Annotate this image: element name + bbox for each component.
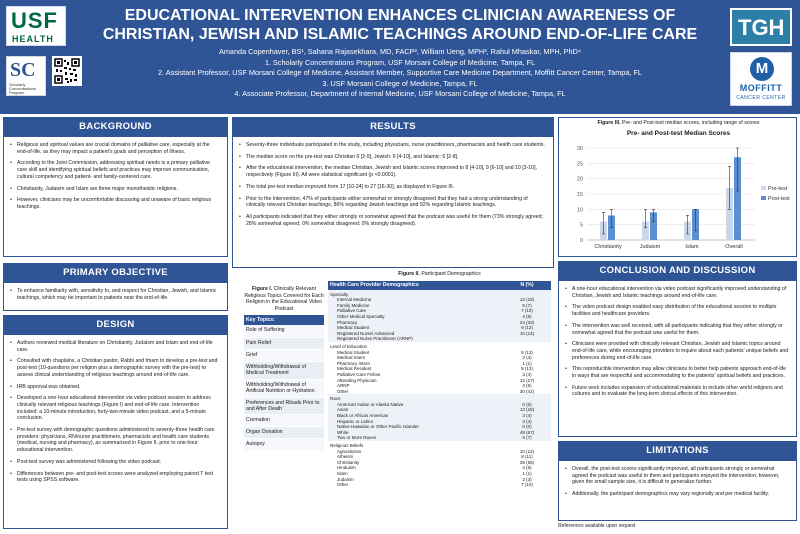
demographic-count: 5 (7) [522, 302, 532, 308]
moffitt-logo-mark: M [750, 57, 774, 81]
right-column [558, 117, 797, 529]
x-tick-label: Christianity [594, 244, 622, 250]
figure-3-chart [558, 117, 797, 257]
y-tick-label: 10 [576, 207, 583, 214]
demographic-count: 39 (55) [519, 459, 535, 465]
demographic-label: Medical Student [337, 325, 370, 331]
background-bullet: • Christianity, Judaism and Islam are three major monotheistic religions. [10, 186, 221, 193]
figure-1-caption [244, 286, 324, 312]
key-topic-row [244, 397, 324, 415]
demographic-label: Christianity [337, 459, 360, 465]
demographic-count: 3 (4) [522, 355, 532, 361]
legend-swatch [761, 186, 766, 190]
author-block [100, 47, 700, 100]
figure-2-caption [328, 271, 551, 278]
design-bullet: • Post-test survey was administered following the video podcast. [10, 459, 221, 466]
demographic-label: Pharmacy Intern [337, 360, 371, 366]
key-topic: Withholding/Withdrawal of Artificial Nutrition or Hydration [244, 379, 324, 397]
title-line-2: CHRISTIAN, JEWISH AND ISLAMIC TEACHINGS AROUND END-OF-LIFE CARE [102, 26, 698, 43]
demographic-label: Medical Student [337, 349, 370, 355]
figure-2-caption-text: Participant Demographics [421, 271, 481, 277]
demographic-count: 4 (6) [522, 465, 532, 471]
key-topic: Pain Relief [244, 337, 324, 349]
background-bullet: • Religious and spiritual values are crucial domains of palliative care, especially at the end-of-life, as they may impact a patient's goals and perception of illness. [10, 142, 221, 155]
limitations-bullet: • Overall, the post-test scores significantly improved, all participants strongly or somewhat agreed the podcast was useful to them and participants enjoyed the intervention; however, given the small sample size, it is difficult to generalize further. [565, 466, 790, 486]
key-topic-row [244, 337, 324, 349]
results-bullet: • All participants indicated that they either strongly or somewhat agreed that the podcast was useful for them (73% strongly agreed; 28% somewhat agreed; 0% somewhat disagreed; 0% strongly disagreed). [239, 214, 547, 227]
sc-logo-mark: SC [10, 59, 36, 81]
key-topic: Grief [244, 349, 324, 361]
demographic-count: 3 (4) [522, 371, 532, 377]
y-tick-label: 15 [576, 192, 583, 198]
demographic-count: 4 (6) [522, 383, 532, 389]
demographic-label: Agnosticism [337, 448, 362, 454]
demographic-label: ARNP [337, 383, 350, 389]
affiliation: 4. Associate Professor, Department of Internal Medicine, USF Morsani College of Medicine, Tampa, FL [234, 89, 566, 99]
demographic-count: 3 (4) [522, 413, 532, 419]
middle-column [232, 117, 554, 268]
key-topic-row [244, 349, 324, 361]
y-tick-label: 25 [576, 161, 583, 168]
x-tick-label: Islam [685, 244, 699, 250]
x-tick-label: Overall [725, 244, 743, 250]
y-tick-label: 5 [579, 222, 583, 229]
demographic-count: 10 (14) [519, 330, 535, 336]
qr-code-graphic [54, 58, 80, 84]
demographic-count: 9 (12) [521, 325, 533, 331]
demographic-label: Internal Medicine [337, 297, 372, 303]
demographic-group [328, 394, 551, 441]
design-bullet: • Developed a one-hour educational intervention via video podcast session to address clinically relevant religious teachings (Figure I) and end-of-life care. Intervention included: a 10-minute introduction, forty-two-minute video podcast, and a 5-minute conclusion. [10, 395, 221, 422]
references-note: References available upon request [558, 523, 636, 529]
limitations-section [558, 461, 797, 521]
design-heading: DESIGN [3, 315, 228, 335]
design-bullet: • Pre-test survey with demographic questions administered to seventy-three health care providers: physicians, RN/nurse practitioners, pharmacists and health care students (medical, nursing and pharmacy), as summarized in Figure II, prior to one-hour educational intervention. [10, 427, 221, 454]
design-bullet: • IRB approval was obtained. [10, 384, 221, 391]
author-list: Amanda Copenhaver, BS¹, Sahana Rajasekhara, MD, FACP², William Ueng, MPH², Rahul Mhaskar, MPH, PhD⁴ [218, 47, 582, 56]
conclusion-heading: CONCLUSION AND DISCUSSION [558, 261, 797, 281]
demographic-label: White [337, 429, 349, 435]
chart-title: Pre- and Post-test Median Scores [626, 130, 731, 137]
results-section [232, 137, 554, 268]
background-bullet: • However, clinicians may be uncomfortable discussing and unaware of basic religious teachings. [10, 197, 221, 210]
poster-header [0, 0, 800, 114]
demographic-group-title: Race [330, 396, 341, 402]
demographic-label: Family Medicine [337, 302, 370, 308]
figure-1 [244, 286, 324, 451]
demographic-row [328, 482, 551, 488]
demographic-group [328, 342, 551, 394]
demographic-label: Medical Resident [337, 366, 372, 372]
demographic-count: 4 (6) [522, 313, 532, 319]
demographic-group-title-row [328, 342, 551, 350]
affiliation: 3. USF Morsani College of Medicine, Tampa, FL [322, 78, 478, 88]
tgh-logo-text: TGH [738, 15, 785, 40]
demographic-label: Other [337, 482, 349, 488]
demographic-count: 7 (10) [521, 308, 533, 314]
demographic-count: 3 (4) [522, 418, 532, 424]
key-topics-table [244, 315, 324, 451]
qr-code-icon [52, 56, 82, 86]
results-bullet: • Prior to the intervention, 47% of participants either somewhat or strongly disagreed that they had a strong understanding of clinically relevant Christian teachings, 86% regarding Jewish teachings and 92% regarding Islamic teachings. [239, 196, 547, 209]
demographic-label: Attending Physician [337, 377, 377, 383]
chart-plot [559, 118, 796, 256]
affiliation: 1. Scholarly Concentrations Program, USF Morsani College of Medicine, Tampa, FL [264, 57, 536, 67]
affiliation: 2. Assistant Professor, USF Morsani College of Medicine, Assistant Member, Supportive Care Medicine Department, Moffitt Cancer Center, Tampa, FL [158, 68, 642, 78]
demographic-group-title-row [328, 394, 551, 402]
design-bullet: • Differences between pre- and post-test scores were analyzed employing paired T test tests using SPSS software. [10, 471, 221, 484]
conclusion-bullet: • The intervention was well received, with all participants indicating that they either strongly or somewhat agreed that the podcast was useful for them. [565, 323, 790, 336]
demographic-label: Islam [337, 471, 348, 476]
key-topic-row [244, 427, 324, 439]
moffitt-logo-sub: CANCER CENTER [736, 95, 786, 101]
key-topic: Withholding/Withdrawal of Medical Treatment [244, 361, 324, 379]
background-heading: BACKGROUND [3, 117, 228, 137]
results-bullet: • The total pre-test median improved from 17 [10-24] to 27 [16-30], as displayed in Figure III. [239, 184, 547, 191]
key-topic: Cremation [244, 415, 324, 427]
demographic-label: Other Medical Specialty [337, 313, 385, 319]
figure-2-label: Figure II. [398, 271, 420, 277]
design-bullet: • Consulted with chaplains, a Christian pastor, Rabbi and Imam to develop a pre-test and post-test (10-questions per religion plus a demographic survey with the pre-test) to assess clinical understanding of religious teachings around end-of-life care. [10, 358, 221, 378]
demographic-count: 9 (13) [521, 366, 533, 372]
demographics-col-label: Health Care Provider Demographics [328, 281, 503, 290]
demographic-count: 8 (11) [521, 454, 533, 460]
figure-1-caption-text: Clinically Relevant Religious Topics Covered for Each Religion in the Educational Video Podcast [244, 286, 324, 312]
demographic-count: 10 (14) [519, 448, 535, 454]
demographic-label: Atheism [337, 454, 354, 460]
demographic-count: 2 (3) [522, 476, 532, 482]
key-topic: Role of Suffering [244, 325, 324, 337]
demographic-count: 24 (33) [519, 319, 535, 325]
results-heading: RESULTS [232, 117, 554, 137]
demographic-label: American Indian or Alaska Native [337, 401, 404, 407]
demographic-label: Two or More Races [337, 435, 377, 441]
demographic-group-title: Specialty [330, 291, 349, 297]
usf-logo-subtext: HEALTH [12, 34, 54, 44]
limitations-heading: LIMITATIONS [558, 441, 797, 461]
moffitt-logo-name: MOFFITT [739, 83, 783, 93]
legend-label: Pre-test [768, 186, 788, 192]
y-tick-label: 0 [579, 238, 583, 244]
demographic-label: Medical Intern [337, 355, 366, 361]
figure-2 [328, 271, 551, 488]
conclusion-bullet: • Future work includes expansion of educational materials to include other world religions and cultures and to evaluate the long-term clinical effects of this intervention. [565, 385, 790, 398]
demographic-label: Asian [337, 407, 349, 413]
tgh-logo [730, 8, 792, 46]
demographic-count: 12 (17) [519, 377, 535, 383]
scholarly-concentrations-logo [6, 56, 46, 96]
demographic-label: Hinduism [337, 465, 356, 471]
left-column [3, 117, 228, 529]
demographic-group [328, 441, 551, 488]
conclusion-bullet: • The video podcast design enabled easy distribution of the educational session to multiple facilities and healthcare providers. [565, 304, 790, 317]
objective-section [3, 283, 228, 311]
demographic-count: 0 (0) [522, 424, 532, 430]
demographic-label: Pharmacy [337, 319, 358, 325]
demographic-label: Black or African American [337, 413, 389, 419]
demographic-group-title-row [328, 290, 551, 298]
demographic-count: 13 (18) [519, 297, 535, 303]
key-topic-row [244, 361, 324, 379]
demographic-count: 48 (67) [519, 429, 535, 435]
key-topic-row [244, 379, 324, 397]
key-topic-row [244, 439, 324, 451]
conclusion-bullet: • Clinicians were provided with clinically relevant Christian, Jewish and Islamic topics around end-of-life care, while encouraging providers to inquire about each patients' unique beliefs and preferences during end-of-life care. [565, 341, 790, 361]
moffitt-logo [730, 52, 792, 106]
usf-health-logo [6, 6, 66, 46]
key-topic: Preferences and Rituals Prior to and After Death [244, 397, 324, 415]
demographic-group-title: Level of Education [330, 343, 368, 349]
poster-title [100, 6, 700, 44]
results-bullet: • Seventy-three individuals participated in the study, including physicians, nurse practitioners, pharmacists and health care students. [239, 142, 547, 149]
objective-heading: PRIMARY OBJECTIVE [3, 263, 228, 283]
demographic-label: Native Hawaiian or Other Pacific Islander [337, 424, 420, 430]
demographic-count: 1 (1) [522, 471, 532, 476]
usf-logo-text: USF [11, 8, 58, 33]
conclusion-bullet: • This reproducible intervention may allow clinicians to better help patients approach end-of-life in ways that are respectful and accommodating to the patients' spiritual beliefs and practices. [565, 366, 790, 379]
objective-bullet: • To enhance familiarity with, sensitivity to, and respect for Christian, Jewish, and Islamic teachings, which may be important to patients near the end-of-life. [10, 288, 221, 301]
legend-swatch [761, 196, 766, 200]
demographic-label: Hispanic or Latino [337, 418, 374, 424]
demographic-group-title-row [328, 441, 551, 449]
demographic-group [328, 290, 551, 342]
demographics-col-n: N (%) [503, 281, 551, 290]
design-section [3, 335, 228, 529]
demographic-label: Registered Nurse/ Advanced [337, 330, 395, 336]
y-tick-label: 20 [576, 176, 583, 183]
demographic-count: 30 (42) [519, 388, 535, 394]
demographic-count: 5 (7) [522, 435, 532, 441]
demographic-count: 0 (0) [522, 401, 532, 407]
demographic-count: 7 (10) [521, 482, 533, 488]
demographic-label: Palliative Care Fellow [337, 371, 381, 377]
key-topics-header: Key Topics: [244, 315, 324, 325]
y-tick-label: 30 [576, 146, 583, 152]
background-bullet: • According to the Joint Commission, addressing spiritual needs is a primary palliative care skill and identifying spiritual beliefs and practices may improve communication, cultural competency and patient- and family-centered care. [10, 160, 221, 180]
demographic-count: 1 (1) [522, 360, 532, 366]
demographic-label: Other [337, 388, 349, 394]
demographic-label: Registered Nurse Practitioner (ARNP) [337, 336, 413, 342]
figure-3-caption-text: Pre- and Post-test median scores, including range of scores [621, 120, 760, 126]
demographic-count: 9 (13) [521, 349, 533, 355]
demographic-label: Palliative Care [337, 308, 367, 314]
demographic-count: 13 (18) [519, 407, 535, 413]
demographics-table [328, 281, 551, 488]
design-bullet: • Authors reviewed medical literature on Christianity, Judaism and Islam and end-of-life care. [10, 340, 221, 353]
results-bullet: • After the educational intervention, the median Christian, Jewish and Islamic scores improved to 8 [4-10], 9 [6-10] and 10 [3-10], respectively (Figure III). All were statistical significant (p <0.0001). [239, 165, 547, 178]
demographic-group-title: Religious Beliefs [330, 443, 364, 449]
demographic-label: Judaism [337, 476, 354, 482]
sc-logo-text: Scholarly Concentrations Program [9, 82, 36, 95]
title-line-1: EDUCATIONAL INTERVENTION ENHANCES CLINICIAN AWARENESS OF [124, 7, 676, 24]
legend-label: Post-test [768, 196, 790, 202]
conclusion-section [558, 281, 797, 437]
results-bullet: • The median score on the pre-test was Christian 6 [2-9], Jewish: 6 [4-10], and Islamic: 6 [2-8]. [239, 154, 547, 161]
limitations-bullet: • Additionally, the participant demographics may vary regionally and per medical facility. [565, 491, 790, 498]
key-topic: Autopsy [244, 439, 324, 451]
conclusion-bullet: • A one-hour educational intervention via video podcast significantly improved understanding of Christian, Jewish and Islamic teachings around end-of-life care. [565, 286, 790, 299]
key-topic-row [244, 415, 324, 427]
x-tick-label: Judaism [639, 244, 661, 250]
figure-3-label: Figure III. [597, 120, 621, 126]
figure-1-label: Figure I. [251, 286, 273, 292]
key-topic: Organ Donation [244, 427, 324, 439]
background-section [3, 137, 228, 257]
key-topic-row [244, 325, 324, 337]
